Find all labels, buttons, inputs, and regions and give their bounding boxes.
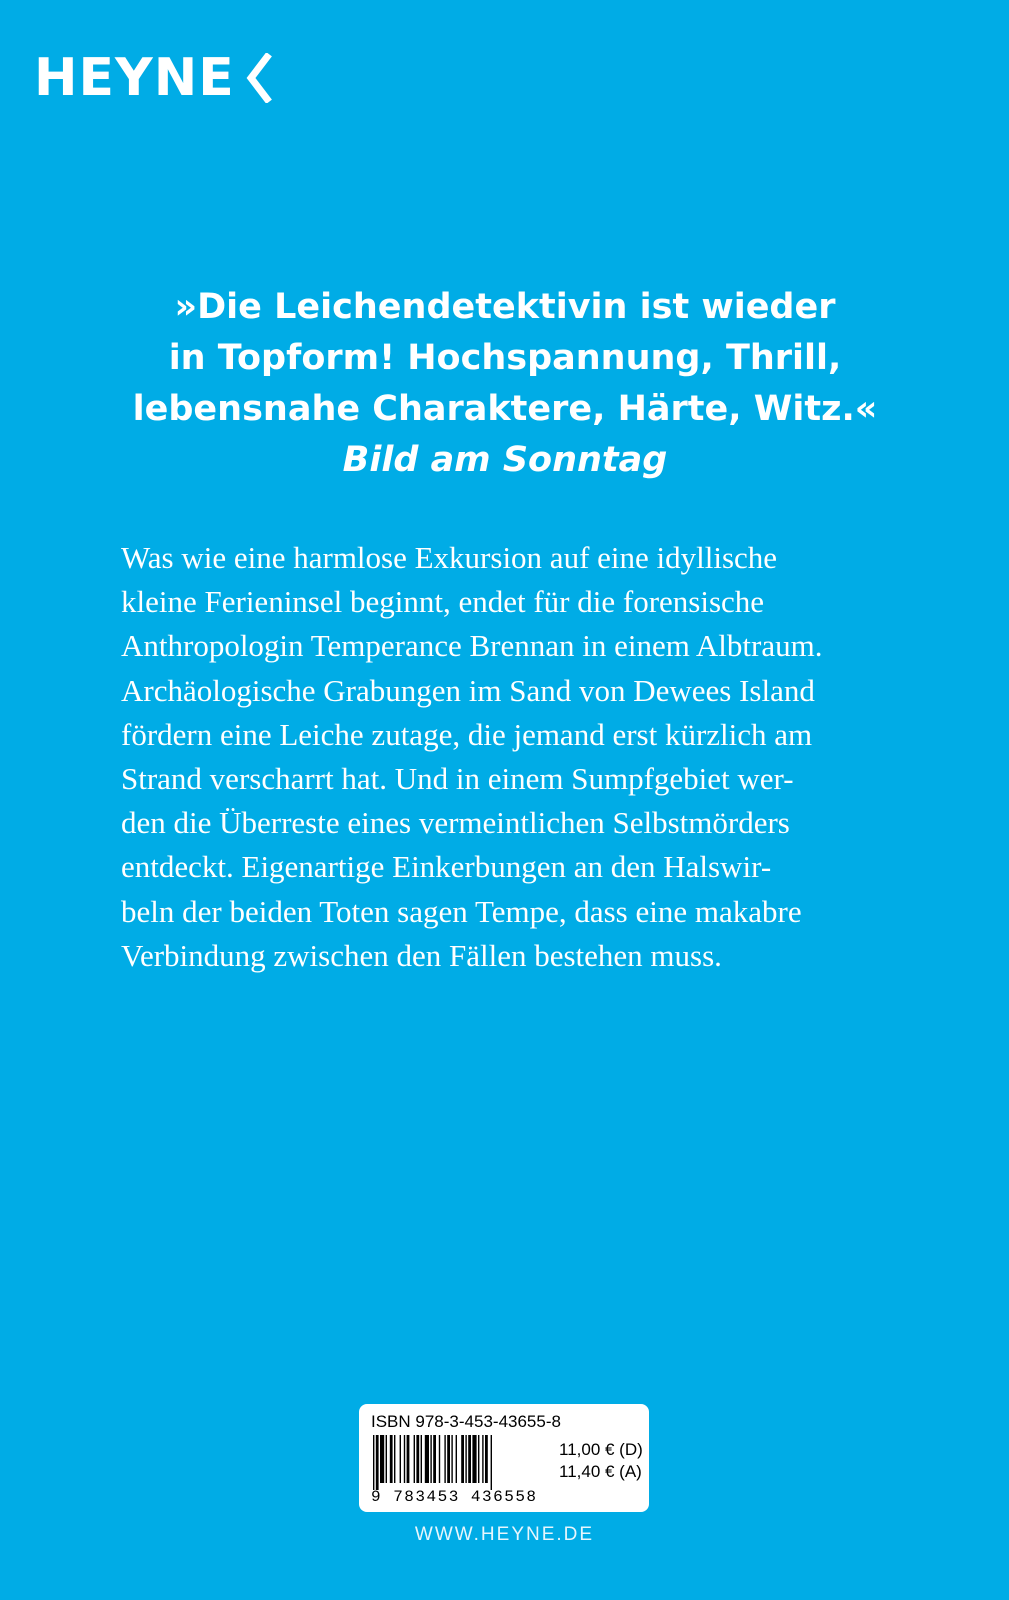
barcode-bar [468,1435,471,1483]
barcode-bar [485,1435,488,1483]
quote-source: Bild am Sonntag [342,440,668,480]
barcode-bar [404,1435,405,1483]
publisher-logo [34,48,273,108]
barcode-bar [400,1435,401,1483]
chevron-left-icon [243,53,273,103]
barcode-bar [491,1435,492,1490]
barcode-bar [421,1435,422,1483]
barcode-label [359,1404,649,1512]
barcode-bar [447,1435,450,1483]
barcode-bar [414,1435,415,1483]
isbn-text: ISBN 978-3-453-43655-8 [371,1412,561,1431]
blurb-line: Anthropologin Temperance Brennan in einem Albtraum. [121,628,823,664]
barcode-bar [478,1435,479,1483]
press-quote [60,282,950,486]
barcode-bar [465,1435,466,1483]
barcode-bars [371,1435,551,1490]
barcode-bar [451,1435,452,1483]
barcode-bar [433,1435,436,1483]
quote-line: lebensnahe Charaktere, Härte, Witz.« [132,389,878,429]
blurb-line: Verbindung zwischen den Fällen bestehen muss. [121,937,722,973]
barcode-bar [444,1435,445,1483]
barcode-bar [461,1435,464,1483]
barcode-bar [425,1435,429,1483]
blurb-line: Archäologische Grabungen im Sand von Dewees Island [121,672,815,708]
barcode-bar [482,1435,483,1483]
price-germany: 11,00 € (D) [559,1440,643,1459]
barcode-bar [430,1435,431,1483]
barcode-bar [386,1435,387,1483]
price-austria: 11,40 € (A) [559,1462,642,1481]
blurb-line: den die Überreste eines vermeintlichen Selbstmörders [121,805,790,841]
barcode-bar [416,1435,419,1483]
barcode-bar [394,1435,395,1483]
quote-line: »Die Leichendetektivin ist wieder [174,287,836,327]
blurb-line: beln der beiden Toten sagen Tempe, dass eine makabre [121,893,802,929]
blurb-line: Was wie eine harmlose Exkursion auf eine idyllische [121,540,778,575]
publisher-logo-text: HEYNE [34,48,235,108]
barcode-bar [380,1435,384,1483]
barcode-bar [472,1435,476,1483]
barcode-number: 9 783453 436558 [371,1488,538,1506]
barcode-bar [456,1435,457,1483]
barcode-bar [373,1435,374,1490]
blurb-line: kleine Ferieninsel beginnt, endet für die forensische [121,584,765,620]
quote-line: in Topform! Hochspannung, Thrill, [168,338,842,378]
barcode-bar [376,1435,379,1490]
barcode-bar [390,1435,393,1483]
blurb-line: fördern eine Leiche zutage, die jemand erst kürzlich am [121,716,813,752]
publisher-url: WWW.HEYNE.DE [414,1524,595,1545]
blurb-line: Strand verscharrt hat. Und in einem Sumpfgebiet wer- [121,761,794,797]
barcode-bar [407,1435,410,1483]
blurb-line: entdeckt. Eigenartige Einkerbungen an den Halswir- [121,849,772,885]
barcode-bar [439,1435,440,1483]
book-blurb [121,536,891,978]
